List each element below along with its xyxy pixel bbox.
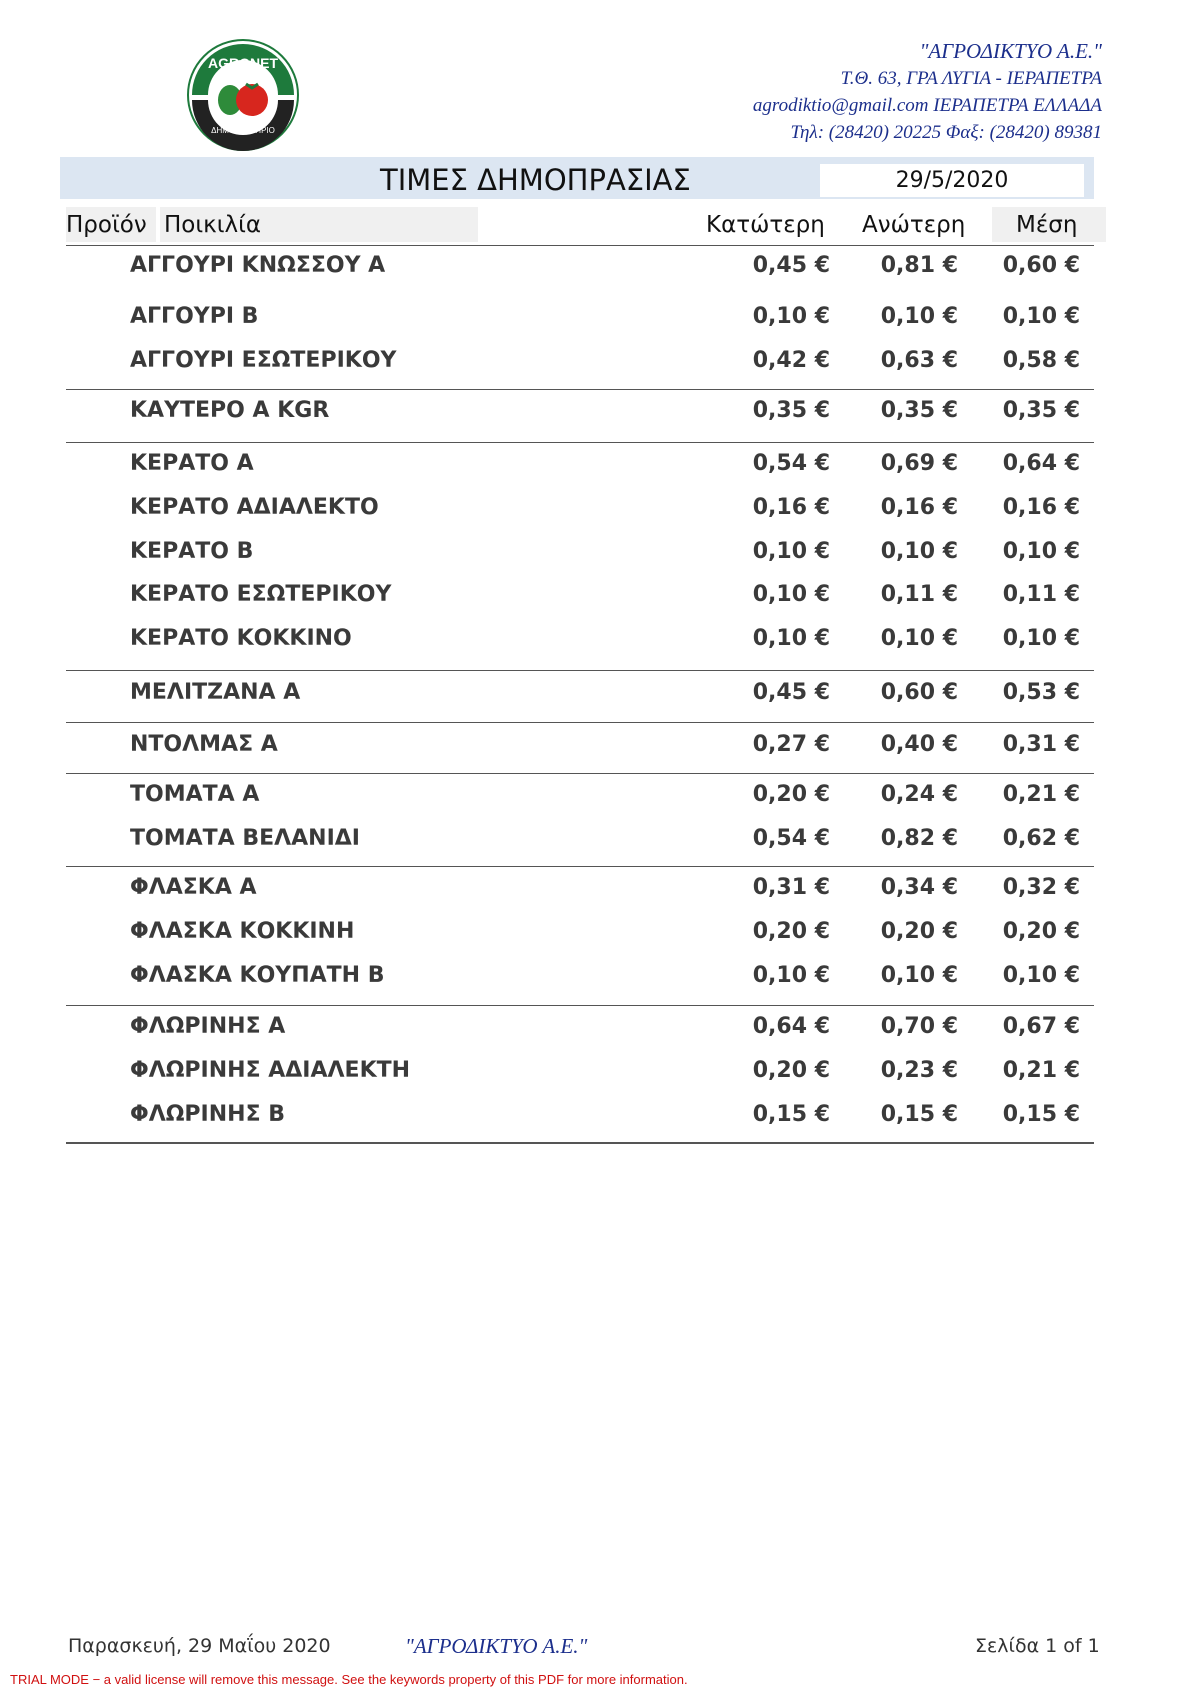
- price-high: 0,24 €: [880, 782, 958, 807]
- price-low: 0,15 €: [752, 1102, 830, 1127]
- price-low: 0,64 €: [752, 1014, 830, 1039]
- variety-name: ΤΟΜΑΤΑ ΒΕΛΑΝΙΔΙ: [130, 826, 360, 851]
- column-header-low: Κατώτερη: [706, 212, 825, 238]
- price-high: 0,10 €: [880, 539, 958, 564]
- price-low: 0,54 €: [752, 451, 830, 476]
- column-header-product: Προϊόν: [66, 212, 147, 238]
- price-low: 0,16 €: [752, 495, 830, 520]
- variety-name: ΚΕΡΑΤΟ ΑΔΙΑΛΕΚΤΟ: [130, 495, 379, 520]
- price-low: 0,45 €: [752, 253, 830, 278]
- price-low: 0,20 €: [752, 919, 830, 944]
- price-avg: 0,53 €: [1002, 680, 1080, 705]
- variety-name: ΚΕΡΑΤΟ ΚΟΚΚΙΝΟ: [130, 626, 352, 651]
- group-divider: [66, 442, 1094, 443]
- variety-name: ΑΓΓΟΥΡΙ ΚΝΩΣΣΟΥ Α: [130, 253, 386, 278]
- variety-name: ΑΓΓΟΥΡΙ ΕΣΩΤΕΡΙΚΟΥ: [130, 348, 397, 373]
- variety-name: ΝΤΟΛΜΑΣ Α: [130, 732, 278, 757]
- group-divider: [66, 389, 1094, 390]
- price-avg: 0,64 €: [1002, 451, 1080, 476]
- price-high: 0,15 €: [880, 1102, 958, 1127]
- group-divider: [66, 1005, 1094, 1006]
- company-info: [753, 38, 1102, 146]
- price-avg: 0,15 €: [1002, 1102, 1080, 1127]
- price-high: 0,10 €: [880, 304, 958, 329]
- price-high: 0,11 €: [880, 582, 958, 607]
- price-avg: 0,60 €: [1002, 253, 1080, 278]
- variety-name: ΦΛΑΣΚΑ ΚΟΚΚΙΝΗ: [130, 919, 355, 944]
- price-avg: 0,11 €: [1002, 582, 1080, 607]
- price-low: 0,45 €: [752, 680, 830, 705]
- price-low: 0,20 €: [752, 1058, 830, 1083]
- price-low: 0,35 €: [752, 398, 830, 423]
- table-bottom-divider: [66, 1142, 1094, 1143]
- price-avg: 0,67 €: [1002, 1014, 1080, 1039]
- footer-company: "ΑΓΡΟΔΙΚΤΥΟ Α.Ε.": [405, 1634, 588, 1658]
- group-divider: [66, 866, 1094, 867]
- price-low: 0,31 €: [752, 875, 830, 900]
- price-avg: 0,21 €: [1002, 1058, 1080, 1083]
- group-divider: [66, 1143, 1094, 1144]
- page-number: Σελίδα 1 of 1: [975, 1635, 1100, 1657]
- column-header-avg: Μέση: [1016, 212, 1078, 238]
- column-header-high: Ανώτερη: [862, 212, 966, 238]
- price-avg: 0,62 €: [1002, 826, 1080, 851]
- variety-name: ΦΛΩΡΙΝΗΣ Α: [130, 1014, 286, 1039]
- price-high: 0,82 €: [880, 826, 958, 851]
- price-high: 0,10 €: [880, 963, 958, 988]
- price-high: 0,63 €: [880, 348, 958, 373]
- company-address: Τ.Θ. 63, ΓΡΑ ΛΥΓΙΑ - ΙΕΡΑΠΕΤΡΑ: [840, 68, 1102, 89]
- company-phone-fax: Τηλ: (28420) 20225 Φαξ: (28420) 89381: [790, 122, 1102, 143]
- group-divider: [66, 722, 1094, 723]
- price-low: 0,10 €: [752, 626, 830, 651]
- price-avg: 0,16 €: [1002, 495, 1080, 520]
- variety-name: ΚΕΡΑΤΟ Α: [130, 451, 254, 476]
- price-high: 0,23 €: [880, 1058, 958, 1083]
- company-email-city: agrodiktio@gmail.com ΙΕΡΑΠΕΤΡΑ ΕΛΛΑΔΑ: [752, 95, 1102, 116]
- variety-name: ΦΛΩΡΙΝΗΣ ΑΔΙΑΛΕΚΤΗ: [130, 1058, 411, 1083]
- variety-name: ΦΛΩΡΙΝΗΣ Β: [130, 1102, 286, 1127]
- price-low: 0,27 €: [752, 732, 830, 757]
- price-high: 0,16 €: [880, 495, 958, 520]
- price-avg: 0,10 €: [1002, 539, 1080, 564]
- price-avg: 0,10 €: [1002, 963, 1080, 988]
- price-low: 0,20 €: [752, 782, 830, 807]
- variety-name: ΤΟΜΑΤΑ Α: [130, 782, 260, 807]
- price-avg: 0,20 €: [1002, 919, 1080, 944]
- footer-date: Παρασκευή, 29 Μαΐου 2020: [68, 1635, 331, 1657]
- trial-mode-notice: TRIAL MODE − a valid license will remove this message. See the keywords property of this PDF for more information.: [10, 1672, 688, 1687]
- variety-name: ΚΕΡΑΤΟ Β: [130, 539, 254, 564]
- price-low: 0,10 €: [752, 304, 830, 329]
- variety-name: ΚΕΡΑΤΟ ΕΣΩΤΕΡΙΚΟΥ: [130, 582, 392, 607]
- price-high: 0,40 €: [880, 732, 958, 757]
- auction-date: 29/5/2020: [820, 164, 1084, 197]
- variety-name: ΦΛΑΣΚΑ Α: [130, 875, 257, 900]
- price-low: 0,10 €: [752, 582, 830, 607]
- group-divider: [66, 773, 1094, 774]
- agronet-logo: [186, 38, 300, 152]
- price-avg: 0,32 €: [1002, 875, 1080, 900]
- price-high: 0,20 €: [880, 919, 958, 944]
- price-high: 0,10 €: [880, 626, 958, 651]
- svg-text:ΔΗΜΟΠΡΑΤΗΡΙΟ: ΔΗΜΟΠΡΑΤΗΡΙΟ: [211, 126, 275, 135]
- price-high: 0,35 €: [880, 398, 958, 423]
- company-name: "ΑΓΡΟΔΙΚΤΥΟ Α.Ε.": [919, 39, 1102, 63]
- price-high: 0,70 €: [880, 1014, 958, 1039]
- price-low: 0,42 €: [752, 348, 830, 373]
- variety-name: ΦΛΑΣΚΑ ΚΟΥΠΑΤΗ Β: [130, 963, 385, 988]
- group-divider: [66, 245, 1094, 246]
- page-title: ΤΙΜΕΣ ΔΗΜΟΠΡΑΣΙΑΣ: [380, 163, 691, 197]
- price-avg: 0,10 €: [1002, 304, 1080, 329]
- svg-text:AGRONET: AGRONET: [208, 55, 278, 71]
- price-low: 0,54 €: [752, 826, 830, 851]
- price-avg: 0,10 €: [1002, 626, 1080, 651]
- price-avg: 0,31 €: [1002, 732, 1080, 757]
- variety-name: ΜΕΛΙΤΖΑΝΑ Α: [130, 680, 301, 705]
- group-divider: [66, 670, 1094, 671]
- price-high: 0,34 €: [880, 875, 958, 900]
- column-header-variety: Ποικιλία: [164, 212, 262, 238]
- price-low: 0,10 €: [752, 539, 830, 564]
- variety-name: ΚΑΥΤΕΡΟ Α KGR: [130, 398, 330, 423]
- price-high: 0,69 €: [880, 451, 958, 476]
- price-avg: 0,58 €: [1002, 348, 1080, 373]
- price-avg: 0,35 €: [1002, 398, 1080, 423]
- price-low: 0,10 €: [752, 963, 830, 988]
- price-avg: 0,21 €: [1002, 782, 1080, 807]
- variety-name: ΑΓΓΟΥΡΙ Β: [130, 304, 259, 329]
- price-high: 0,60 €: [880, 680, 958, 705]
- price-high: 0,81 €: [880, 253, 958, 278]
